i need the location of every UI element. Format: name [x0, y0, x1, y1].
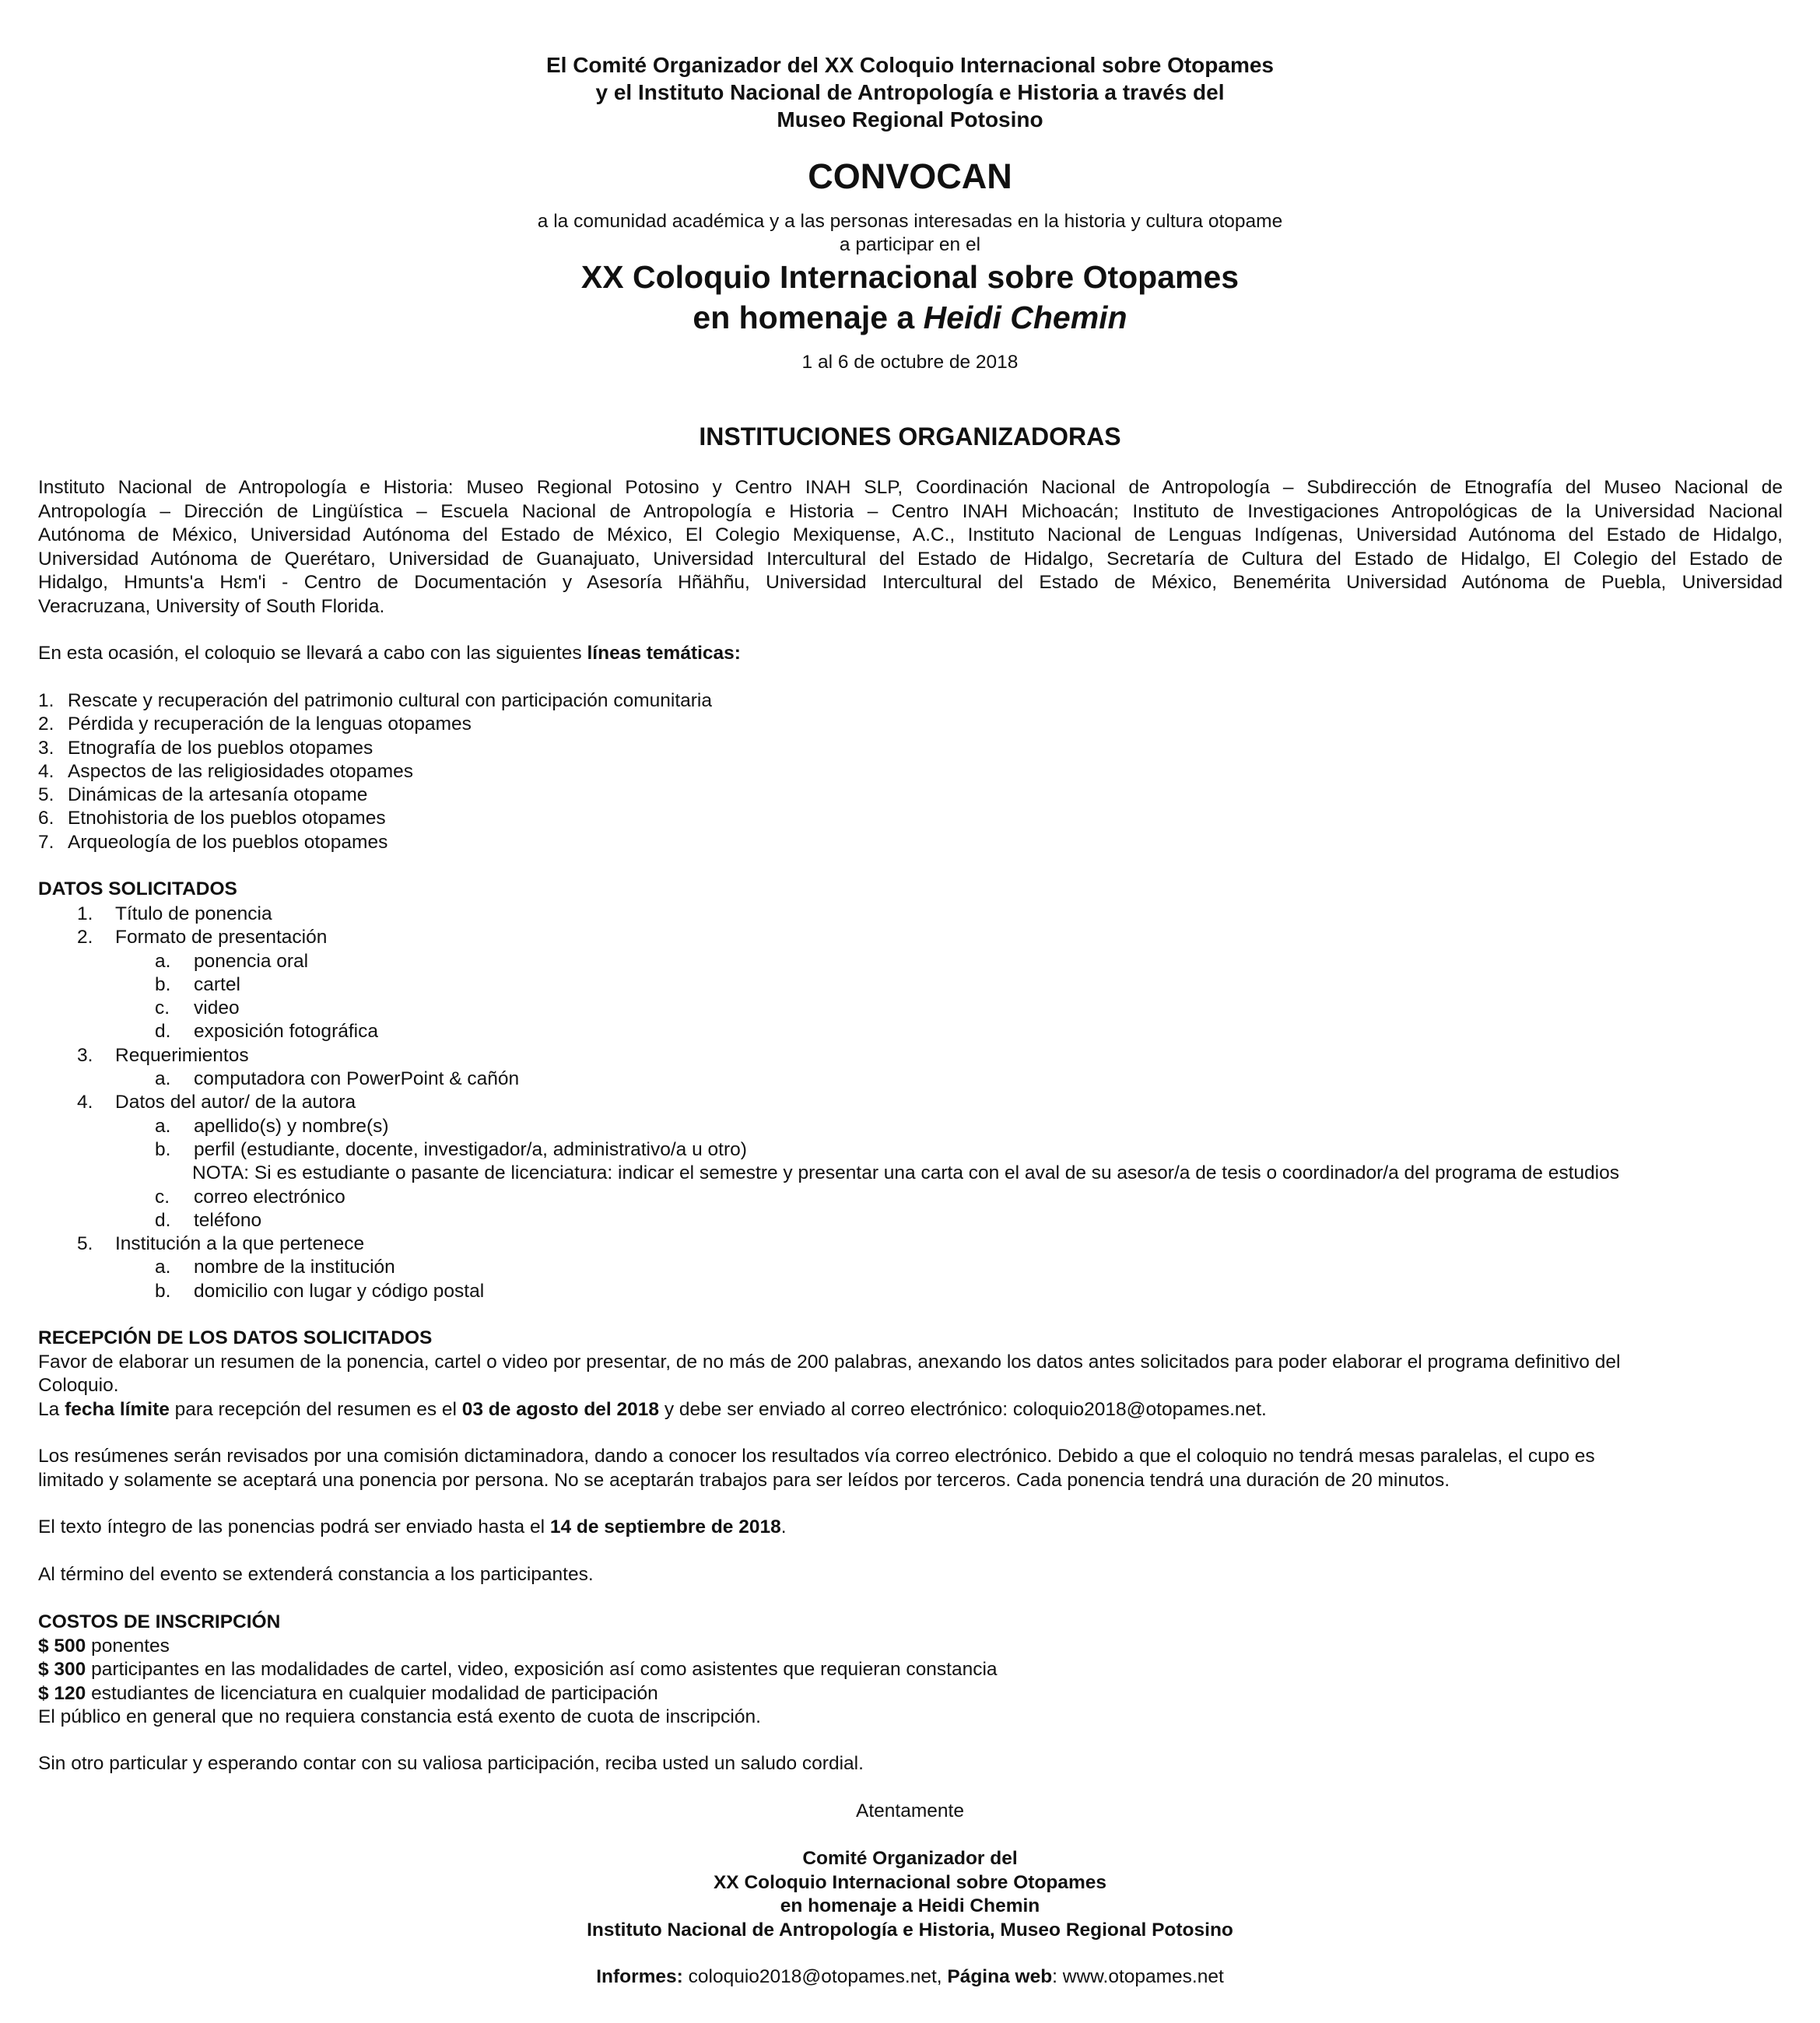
cost-text: ponentes	[86, 1635, 170, 1657]
deadline-text: La	[38, 1398, 65, 1420]
intro-line: a la comunidad académica y a las personas interesadas en la historia y cultura otopame	[537, 211, 1283, 232]
list-text: computadora con PowerPoint & cañón	[194, 1068, 520, 1090]
recepcion-text: Coloquio.	[38, 1375, 119, 1396]
instituciones-line: Antropología – Dirección de Lingüística – Escuela Nacional de Antropología e Historia – Centro INAH Michoacán; Instituto de Investigaciones Antropológicas de la Universidad Nacional	[38, 500, 1783, 522]
list-item	[38, 926, 1783, 949]
instituciones-heading: INSTITUCIONES ORGANIZADORAS	[699, 422, 1121, 451]
list-number: 4.	[77, 1092, 93, 1113]
list-item	[38, 713, 1783, 736]
list-item	[38, 1044, 1783, 1068]
constancia-paragraph: Al término del evento se extenderá constancia a los participantes.	[38, 1564, 594, 1585]
list-text: perfil (estudiante, docente, investigador/a, administrativo/a u otro)	[194, 1138, 747, 1160]
cost-amount: $ 300	[38, 1659, 86, 1680]
instituciones-line: Instituto Nacional de Antropología e Historia: Museo Regional Potosino y Centro INAH SLP, Coordinación Nacional de Antropología – Subdirección de Etnografía del Museo Nacional de	[38, 477, 1783, 498]
list-text: Dinámicas de la artesanía otopame	[68, 784, 368, 806]
list-text: Arqueología de los pueblos otopames	[68, 831, 388, 853]
list-letter: a.	[155, 950, 171, 972]
list-item	[38, 1020, 1783, 1043]
list-letter: b.	[155, 1138, 171, 1160]
informes-email[interactable]: coloquio2018@otopames.net,	[682, 1966, 948, 1987]
cost-amount: $ 120	[38, 1682, 86, 1704]
list-number: 5.	[38, 784, 54, 806]
texto-integro-text: .	[780, 1516, 787, 1537]
list-text: Etnohistoria de los pueblos otopames	[68, 808, 386, 829]
list-text: Aspectos de las religiosidades otopames	[68, 760, 413, 782]
list-item	[38, 760, 1783, 784]
signature-line: Comité Organizador del	[802, 1848, 1018, 1869]
list-item	[38, 1186, 1783, 1209]
list-text: cartel	[194, 973, 240, 995]
list-text: Datos del autor/ de la autora	[115, 1092, 356, 1113]
instituciones-paragraph	[38, 476, 1783, 619]
list-text: domicilio con lugar y código postal	[194, 1280, 485, 1302]
list-item	[38, 997, 1783, 1020]
web-url[interactable]: : www.otopames.net	[1052, 1966, 1224, 1987]
resumenes-text: Los resúmenes serán revisados por una comisión dictaminadora, dando a conocer los resultados vía correo electrónico. Debido a que el coloquio no tendrá mesas paralelas, el cupo es	[38, 1446, 1595, 1467]
list-number: 1.	[38, 690, 54, 711]
cost-note: El público en general que no requiera constancia está exento de cuota de inscripción.	[38, 1706, 761, 1727]
instituciones-line: Veracruzana, University of South Florida.	[38, 595, 385, 617]
cost-item	[38, 1658, 1783, 1682]
resumenes-paragraph	[38, 1445, 1783, 1492]
intro-text	[0, 210, 1820, 257]
list-letter: b.	[155, 973, 171, 995]
lineas-list	[38, 689, 1783, 854]
list-item	[38, 973, 1783, 997]
deadline-date: 03 de agosto del 2018	[461, 1398, 660, 1420]
list-item	[38, 903, 1783, 926]
event-dates: 1 al 6 de octubre de 2018	[801, 352, 1019, 373]
list-item	[38, 1115, 1783, 1138]
list-item	[38, 737, 1783, 760]
cost-item	[38, 1635, 1783, 1659]
cost-item	[38, 1682, 1783, 1706]
cost-amount: $ 500	[38, 1635, 86, 1657]
convocan-title: CONVOCAN	[808, 156, 1012, 196]
list-item	[38, 1280, 1783, 1303]
lineas-intro	[38, 642, 1783, 666]
list-item	[38, 807, 1783, 830]
atentamente: Atentamente	[856, 1800, 964, 1821]
recepcion-heading: RECEPCIÓN DE LOS DATOS SOLICITADOS	[38, 1327, 433, 1348]
list-letter: c.	[155, 997, 170, 1019]
organizer-header	[0, 51, 1820, 133]
costos-section	[38, 1611, 1783, 1730]
list-number: 2.	[77, 927, 93, 948]
list-text: correo electrónico	[194, 1186, 345, 1208]
recepcion-text: Favor de elaborar un resumen de la ponencia, cartel o video por presentar, de no más de 200 palabras, anexando los datos antes solicitados para poder elaborar el programa definitivo del	[38, 1351, 1621, 1373]
list-item	[38, 784, 1783, 807]
list-number: 4.	[38, 760, 54, 782]
list-letter: b.	[155, 1280, 171, 1302]
list-text: Requerimientos	[115, 1044, 249, 1066]
event-title	[0, 257, 1820, 338]
instituciones-line: Autónoma de México, Universidad Autónoma del Estado de México, El Colegio Mexiquense, A.C., Instituto Nacional de Lenguas Indígenas, Universidad Autónoma del Estado de Hidalgo,	[38, 524, 1783, 545]
list-number: 7.	[38, 831, 54, 853]
list-letter: a.	[155, 1115, 171, 1137]
cost-text: estudiantes de licenciatura en cualquier modalidad de participación	[86, 1682, 658, 1704]
list-text: video	[194, 997, 240, 1019]
instituciones-line: Hidalgo, Hmunts'a Hɛm'i - Centro de Documentación y Asesoría Hñähñu, Universidad Intercultural del Estado de México, Benemérita Universidad Autónoma de Puebla, Universidad	[38, 572, 1783, 593]
list-text: apellido(s) y nombre(s)	[194, 1115, 389, 1137]
recepcion-section	[38, 1327, 1783, 1422]
lineas-intro-text: En esta ocasión, el coloquio se llevará a cabo con las siguientes	[38, 643, 587, 664]
list-letter: a.	[155, 1257, 171, 1278]
list-number: 6.	[38, 808, 54, 829]
header-line: El Comité Organizador del XX Coloquio Internacional sobre Otopames	[545, 53, 1275, 77]
list-item	[38, 1091, 1783, 1114]
signature-block	[0, 1847, 1820, 1942]
list-text: Formato de presentación	[115, 927, 328, 948]
deadline-line	[38, 1398, 1783, 1422]
list-text: Etnografía de los pueblos otopames	[68, 737, 373, 759]
list-text: nombre de la institución	[194, 1257, 395, 1278]
event-title-line2	[0, 297, 1820, 338]
list-number: 3.	[38, 737, 54, 759]
header-line: y el Instituto Nacional de Antropología e Historia a través del	[595, 80, 1225, 104]
list-item	[38, 689, 1783, 713]
texto-integro-paragraph	[38, 1516, 1783, 1540]
list-item	[38, 1068, 1783, 1091]
list-item	[38, 1209, 1783, 1232]
list-text: Institución a la que pertenece	[115, 1233, 365, 1255]
note-text: NOTA: Si es estudiante o pasante de licenciatura: indicar el semestre y presentar una carta con el aval de su asesor/a de tesis o coordinador/a del programa de estudios	[192, 1162, 1619, 1184]
list-number: 5.	[77, 1233, 93, 1255]
deadline-text: y debe ser enviado al correo electrónico: coloquio2018@otopames.net.	[659, 1398, 1267, 1420]
cost-text: participantes en las modalidades de cartel, video, exposición así como asistentes que requieran constancia	[86, 1659, 998, 1680]
texto-integro-date: 14 de septiembre de 2018	[549, 1516, 781, 1537]
list-letter: d.	[155, 1209, 171, 1231]
header-line: Museo Regional Potosino	[777, 107, 1043, 131]
datos-heading: DATOS SOLICITADOS	[38, 878, 237, 899]
list-letter: a.	[155, 1068, 171, 1090]
list-text: Rescate y recuperación del patrimonio cultural con participación comunitaria	[68, 690, 712, 711]
informes-line	[0, 1965, 1820, 1990]
list-text: exposición fotográfica	[194, 1021, 378, 1043]
lineas-intro-bold: líneas temáticas:	[587, 643, 741, 664]
event-title-line1: XX Coloquio Internacional sobre Otopames	[580, 259, 1240, 295]
list-number: 2.	[38, 713, 54, 735]
intro-line: a participar en el	[839, 234, 981, 255]
list-letter: c.	[155, 1186, 170, 1208]
list-item	[38, 831, 1783, 854]
list-text: teléfono	[194, 1209, 262, 1231]
deadline-bold: fecha límite	[65, 1398, 170, 1420]
closing-paragraph: Sin otro particular y esperando contar con su valiosa participación, reciba usted un saludo cordial.	[38, 1753, 864, 1774]
deadline-text: para recepción del resumen es el	[169, 1398, 462, 1420]
resumenes-text: limitado y solamente se aceptará una ponencia por persona. No se aceptarán trabajos para ser leídos por terceros. Cada ponencia tendrá una duración de 20 minutos.	[38, 1469, 1450, 1491]
signature-line: en homenaje a Heidi Chemin	[780, 1895, 1040, 1916]
texto-integro-text: El texto íntegro de las ponencias podrá ser enviado hasta el	[38, 1516, 550, 1537]
homage-name: Heidi Chemin	[923, 300, 1127, 335]
signature-line: Instituto Nacional de Antropología e Historia, Museo Regional Potosino	[587, 1919, 1233, 1941]
list-text: Título de ponencia	[115, 903, 272, 924]
list-letter: d.	[155, 1021, 171, 1043]
list-item	[38, 1232, 1783, 1256]
list-number: 1.	[77, 903, 93, 924]
homage-prefix: en homenaje a	[693, 300, 924, 335]
datos-list	[38, 903, 1783, 1303]
informes-label: Informes:	[596, 1966, 683, 1987]
note-item	[38, 1162, 1783, 1185]
list-number: 3.	[77, 1044, 93, 1066]
instituciones-line: Universidad Autónoma de Querétaro, Universidad de Guanajuato, Universidad Intercultural del Estado de Hidalgo, Secretaría de Cultura del Estado de Hidalgo, El Colegio del Estado de	[38, 548, 1783, 570]
list-item	[38, 1138, 1783, 1162]
web-label: Página web	[947, 1966, 1053, 1987]
list-text: ponencia oral	[194, 950, 309, 972]
list-item	[38, 950, 1783, 973]
costos-heading: COSTOS DE INSCRIPCIÓN	[38, 1611, 281, 1632]
list-text: Pérdida y recuperación de la lenguas otopames	[68, 713, 472, 735]
list-item	[38, 1256, 1783, 1279]
signature-line: XX Coloquio Internacional sobre Otopames	[713, 1871, 1107, 1893]
